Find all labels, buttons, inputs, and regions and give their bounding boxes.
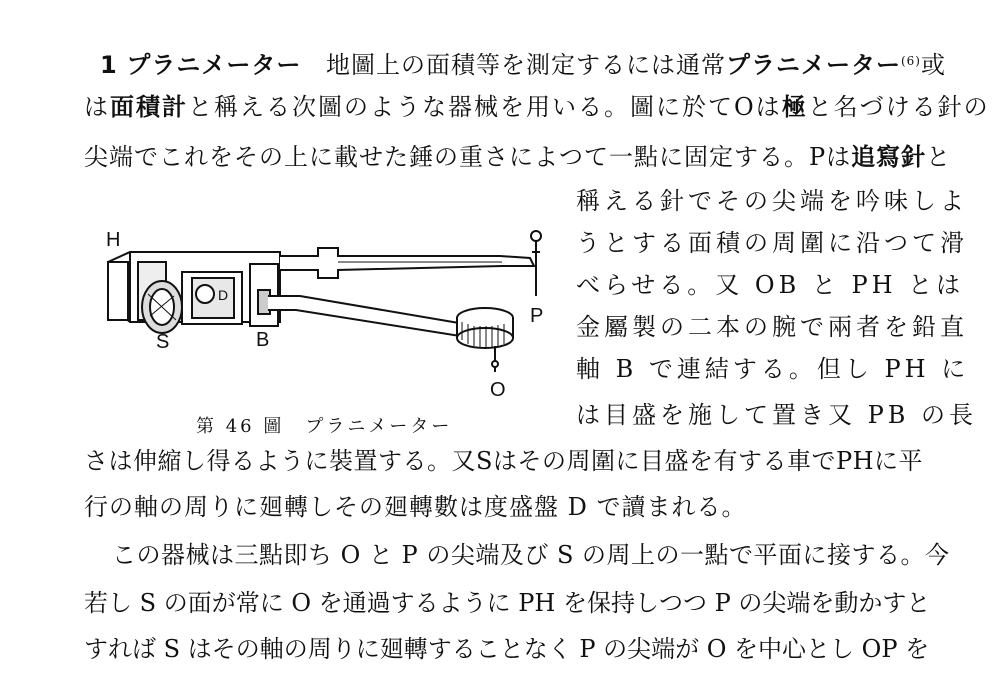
text-line-2 [84,92,990,122]
section-number: 1 [100,51,118,79]
label-s: S [156,331,170,353]
planimeter-figure [90,222,560,404]
text-line-11: 行の軸の周りに廻轉しその廻轉數は度盛盤 D で讀まれる。 [84,493,747,521]
bold-term: 追寫針 [851,143,927,171]
text-line-1 [100,50,946,80]
bold-term: 面積計 [110,93,188,121]
text-run: と稱える次圖のような器械を用いる。圖に於てOは [188,93,782,121]
text-line-8: 軸 B で連結する。但し PH に [576,355,970,383]
bold-term: プラニメーター [725,51,901,79]
text-run: 或 [920,51,946,79]
planimeter-drawing [90,222,560,404]
text-line-12: この器械は三點即ち O と P の尖端及び S の周上の一點で平面に接する。今 [112,541,950,569]
footnote-ref: (6) [900,54,921,68]
text-line-3 [84,142,951,172]
text-run: 尖端でこれをその上に載せた錘の重さによつて一點に固定する。Pは [84,143,852,171]
text-line-7: 金屬製の二本の腕で兩者を鉛直 [576,313,968,341]
text-run: 地圖上の面積等を測定するには通常 [325,51,726,79]
text-line-10: さは伸縮し得るように裝置する。又Sはその周圍に目盛を有する車でPHに平 [84,447,924,475]
text-line-5: うとする面積の周圍に沿つて滑 [576,229,968,257]
text-run: と [926,143,952,171]
label-d: D [218,287,229,303]
text-run: は [84,93,110,121]
label-h: H [106,229,121,251]
text-line-4: 稱える針でその尖端を吟味しよ [576,187,968,215]
label-o: O [490,379,506,401]
text-run: と名づける針の [807,93,990,121]
figure-caption: 第 46 圖 プラニメーター [196,416,453,437]
text-line-9: は目盛を施して置き又 PB の長 [576,401,978,429]
text-line-13: 若し S の面が常に O を通過するように PH を保持しつつ P の尖端を動かすと [84,589,931,617]
section-title: プラニメーター [126,51,302,79]
text-line-14: すれば S はその軸の周りに廻轉することなく P の尖端が O を中心とし OP を [84,635,930,663]
label-b: B [256,329,270,351]
text-line-6: べらせる。又 OB と PH とは [576,271,965,299]
bold-term: 極 [781,93,808,121]
label-p: P [530,305,544,327]
